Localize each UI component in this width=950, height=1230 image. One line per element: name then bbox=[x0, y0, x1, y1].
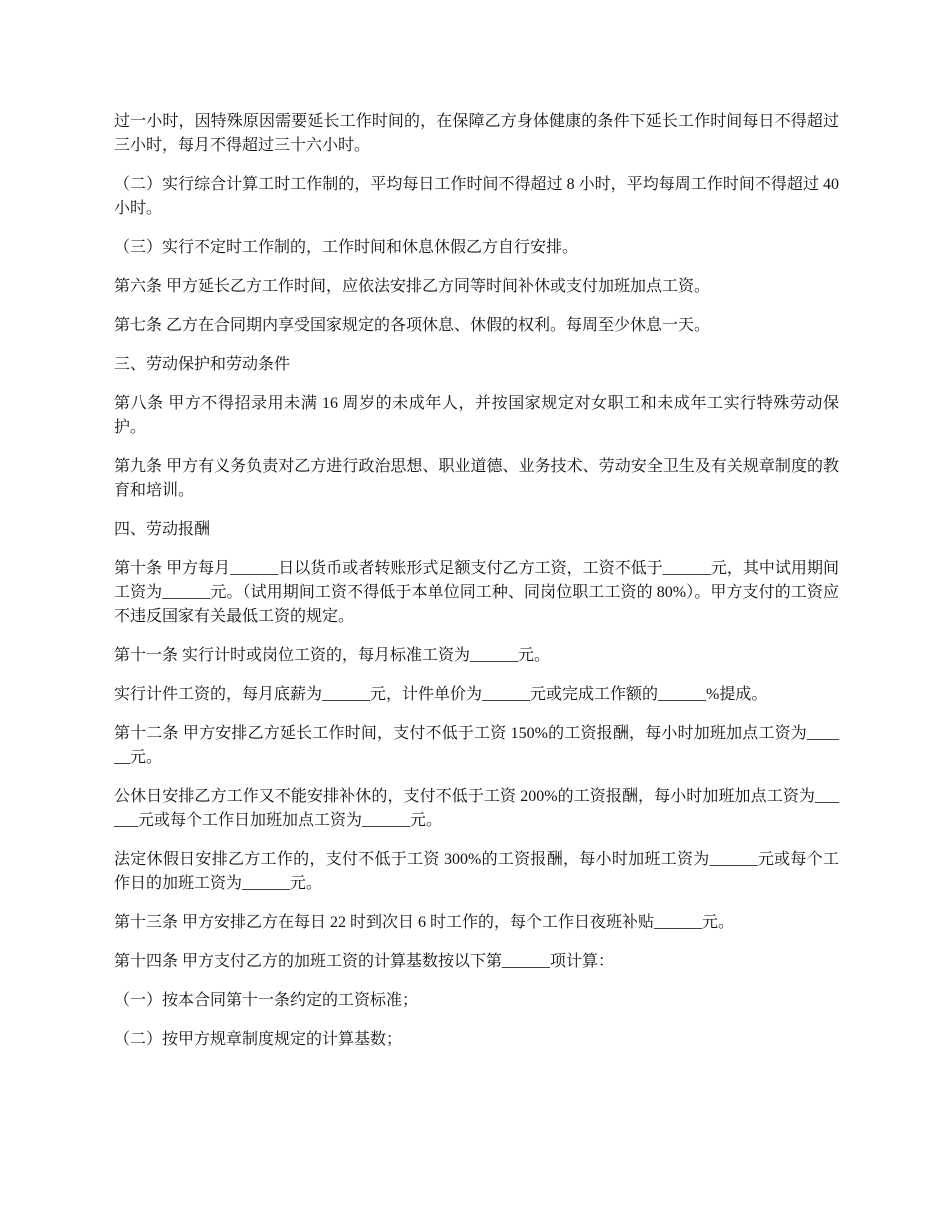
list-item-1: （一）按本合同第十一条约定的工资标准； bbox=[114, 992, 419, 1009]
paragraph-flexible-hours: （三）实行不定时工作制的，工作时间和休息休假乙方自行安排。 bbox=[114, 239, 579, 256]
article-6: 第六条 甲方延长乙方工作时间，应依法安排乙方同等时间补休或支付加班加点工资。 bbox=[114, 278, 711, 295]
section-heading-labor-protection: 三、劳动保护和劳动条件 bbox=[114, 356, 291, 373]
article-9: 第九条 甲方有义务负责对乙方进行政治思想、职业道德、业务技术、劳动安全卫生及有关规章制度的教育和培训。 bbox=[114, 458, 839, 499]
paragraph-rest-day-overtime: 公休日安排乙方工作又不能安排补休的，支付不低于工资 200%的工资报酬，每小时加班加点工资为______元或每个工作日加班加点工资为______元。 bbox=[114, 788, 839, 829]
article-13: 第十三条 甲方安排乙方在每日 22 时到次日 6 时工作的，每个工作日夜班补贴______元。 bbox=[114, 914, 735, 931]
article-7: 第七条 乙方在合同期内享受国家规定的各项休息、休假的权利。每周至少休息一天。 bbox=[114, 317, 711, 334]
contract-page bbox=[114, 110, 839, 1067]
paragraph-hours-limit: 过一小时，因特殊原因需要延长工作时间的，在保障乙方身体健康的条件下延长工作时间每日不得超过三小时，每月不得超过三十六小时。 bbox=[114, 113, 839, 154]
article-14: 第十四条 甲方支付乙方的加班工资的计算基数按以下第______项计算： bbox=[114, 953, 615, 970]
section-heading-remuneration: 四、劳动报酬 bbox=[114, 521, 211, 538]
paragraph-comprehensive-hours: （二）实行综合计算工时工作制的，平均每日工作时间不得超过 8 小时，平均每周工作时间不得超过 40 小时。 bbox=[114, 176, 839, 217]
article-10: 第十条 甲方每月______日以货币或者转账形式足额支付乙方工资，工资不低于______元，其中试用期间工资为______元。（试用期间工资不得低于本单位同工种、同岗位职工工资的 80%）。甲方支付的工资应不违反国家有关最低工资的规定。 bbox=[114, 560, 839, 625]
article-11: 第十一条 实行计时或岗位工资的，每月标准工资为______元。 bbox=[114, 647, 551, 664]
article-12: 第十二条 甲方安排乙方延长工作时间，支付不低于工资 150%的工资报酬，每小时加班加点工资为______元。 bbox=[114, 725, 839, 766]
paragraph-piece-rate: 实行计件工资的，每月底薪为______元，计件单价为______元或完成工作额的______%提成。 bbox=[114, 686, 768, 703]
paragraph-holiday-overtime: 法定休假日安排乙方工作的，支付不低于工资 300%的工资报酬，每小时加班工资为______元或每个工作日的加班工资为______元。 bbox=[114, 851, 839, 892]
article-8: 第八条 甲方不得招录用未满 16 周岁的未成年人，并按国家规定对女职工和未成年工实行特殊劳动保护。 bbox=[114, 395, 839, 436]
list-item-2: （二）按甲方规章制度规定的计算基数； bbox=[114, 1031, 403, 1048]
